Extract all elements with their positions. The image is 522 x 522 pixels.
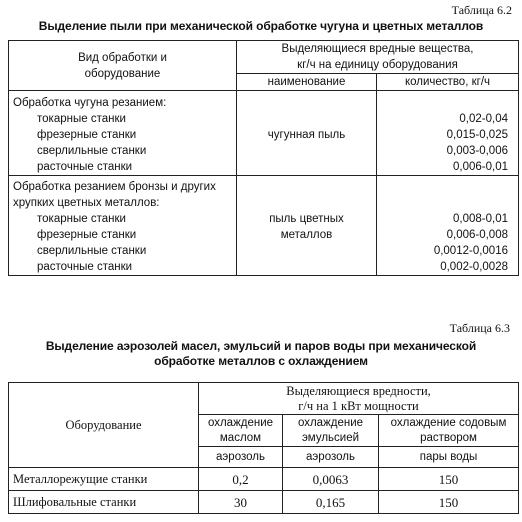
quantity-value: 0,003-0,006 [377,143,519,159]
quantity-value: 0,008-0,01 [377,211,519,227]
table-row [9,159,519,176]
dust-emission-table [8,40,519,276]
substance-name: пыль цветных [237,211,377,227]
group-title-row [9,91,519,112]
header-quantity: количество, кг/ч [377,74,519,91]
table-label: Таблица 6.2 [451,3,512,17]
quantity-value: 0,006-0,01 [377,159,519,176]
table-title: Выделение пыли при механической обработке чугуна и цветных металлов [38,19,484,33]
aerosol-emission-table [8,382,519,514]
group-title: хрупких цветных металлов: [9,195,237,211]
quantity-value: 0,02-0,04 [377,111,519,127]
table-row [9,143,519,159]
quantity-value: 0,006-0,008 [377,227,519,243]
emission-value: 0,0063 [283,468,379,491]
header-equipment: Оборудование [9,383,199,468]
table-label: Таблица 6.3 [449,321,510,335]
emission-value: 150 [379,468,519,491]
group-title: Обработка резанием бронзы и других [9,176,237,196]
machine-name: сверлильные станки [37,145,147,157]
header-cooling-soda: охлаждение содовым раствором [379,415,519,447]
emission-value: 150 [379,491,519,514]
header-substance-aerosol: аэрозоль [199,447,283,468]
machine-name: расточные станки [37,161,133,173]
quantity-value: 0,002-0,0028 [377,259,519,276]
table-row [9,491,519,514]
header-substance-aerosol: аэрозоль [283,447,379,468]
emission-value: 0,165 [283,491,379,514]
machine-name: токарные станки [37,213,126,225]
header-processing-type: Вид обработки и оборудование [9,41,237,91]
table-row [9,468,519,491]
machine-name: сверлильные станки [37,245,147,257]
header-substance-name: наименование [237,74,377,91]
header-cooling-emulsion: охлаждение эмульсией [283,415,379,447]
group-title: Обработка чугуна резанием: [9,91,237,112]
group-title-row [9,176,519,196]
table-row [9,259,519,276]
quantity-value: 0,0012-0,0016 [377,243,519,259]
quantity-value: 0,015-0,025 [377,127,519,143]
emission-value: 0,2 [199,468,283,491]
table-row [9,243,519,259]
machine-name: расточные станки [37,261,133,273]
header-emitted-harmful: Выделяющиеся вредности, г/ч на 1 кВт мощности [199,383,519,415]
machine-name: токарные станки [37,113,126,125]
substance-name: чугунная пыль [237,127,377,143]
machine-name: фрезерные станки [37,229,137,241]
table-row [9,211,519,227]
equipment-name: Металлорежущие станки [9,468,199,491]
table-row [9,227,519,243]
table-title: Выделение аэрозолей масел, эмульсий и паров воды при механической обработке металлов с охлаждением [45,339,477,368]
header-emitted-substances: Выделяющиеся вредные вещества, кг/ч на единицу оборудования [237,41,519,74]
emission-value: 30 [199,491,283,514]
header-substance-water-vapor: пары воды [379,447,519,468]
table-row [9,127,519,143]
group-title-row [9,195,519,211]
substance-name: металлов [237,227,377,243]
table-row [9,111,519,127]
machine-name: фрезерные станки [37,129,137,141]
header-cooling-oil: охлаждение маслом [199,415,283,447]
equipment-name: Шлифовальные станки [9,491,199,514]
